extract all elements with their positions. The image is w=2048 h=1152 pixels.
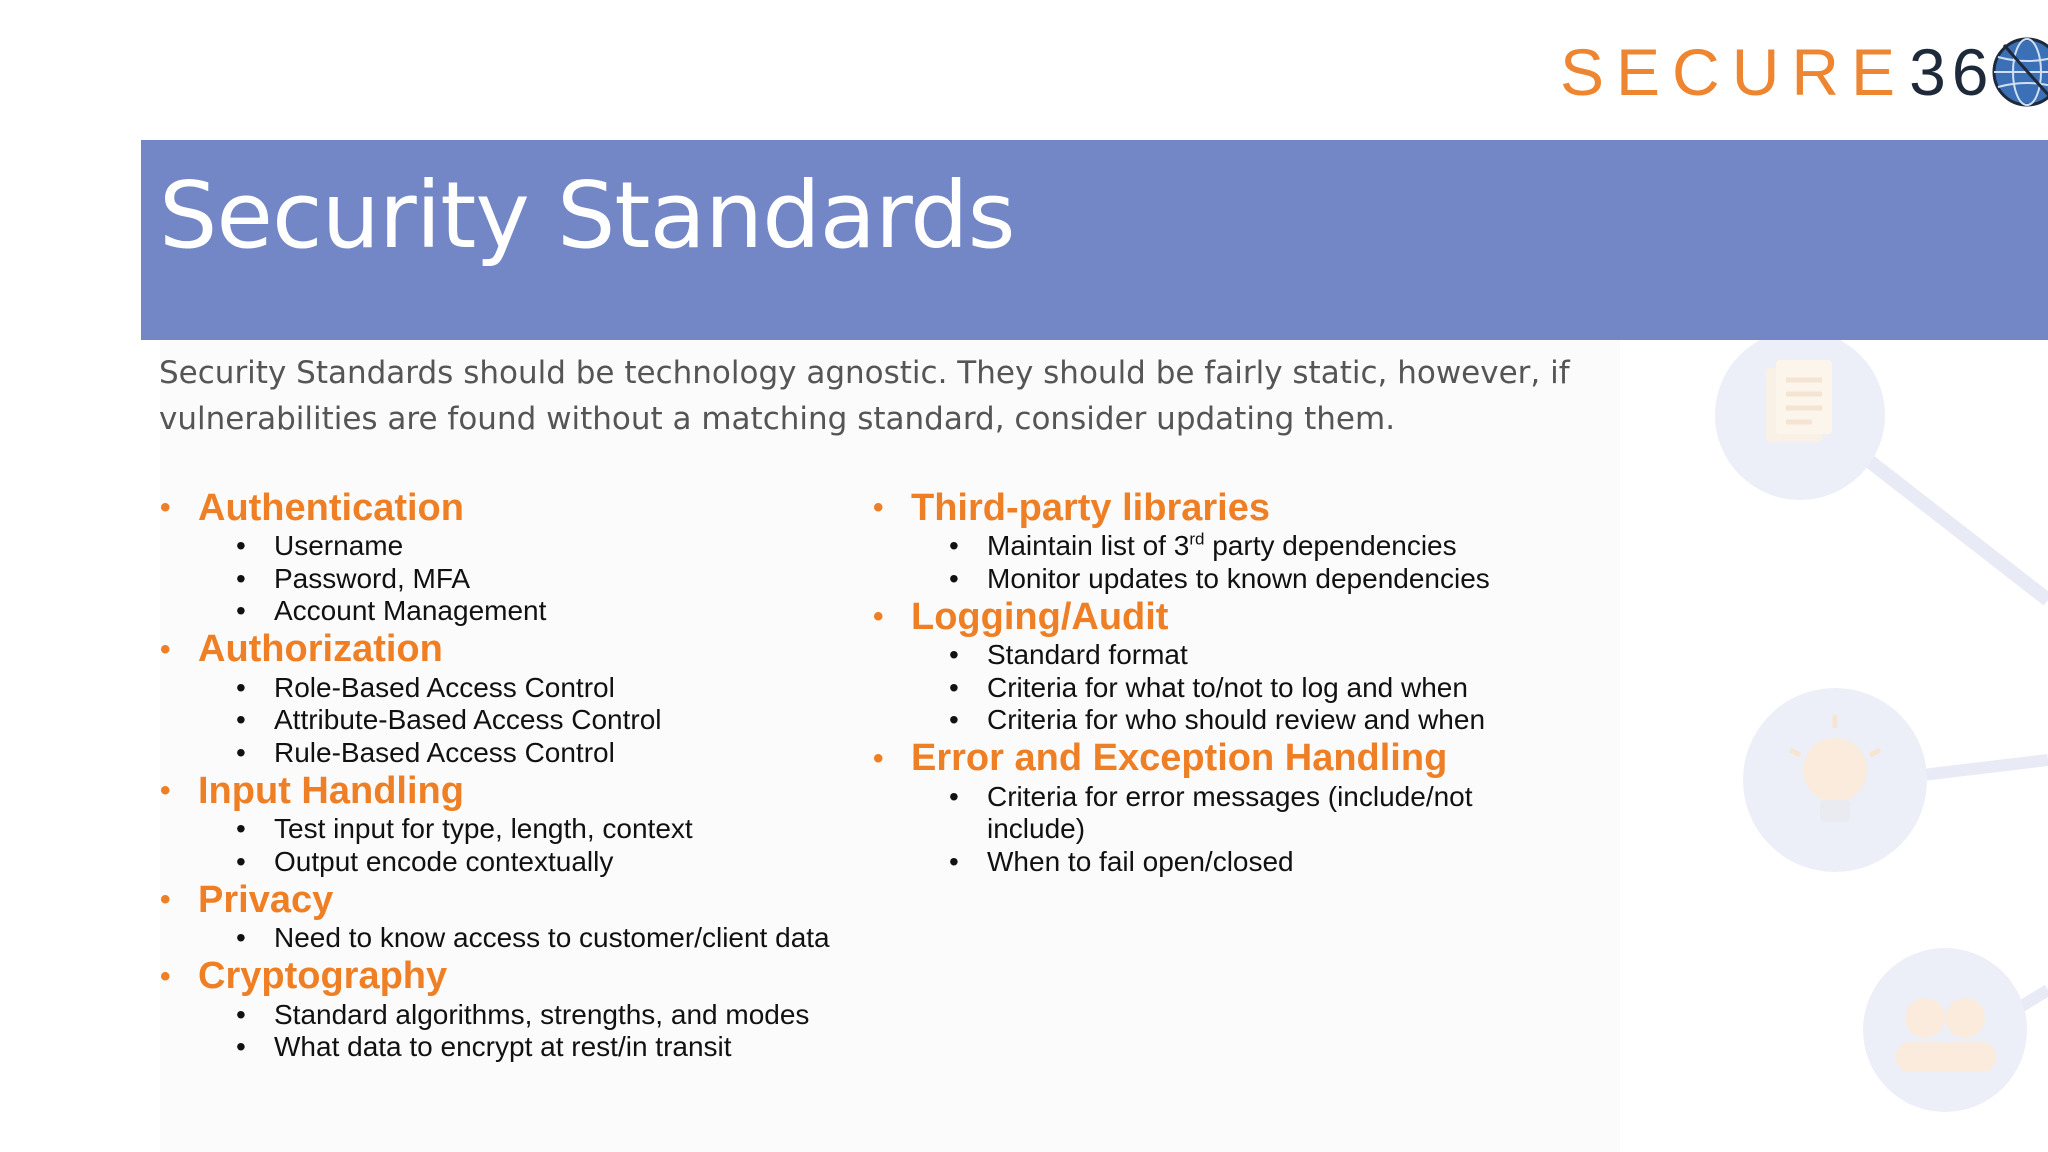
list-item: • Password, MFA bbox=[236, 562, 471, 594]
list-item: • Role-Based Access Control bbox=[236, 671, 615, 703]
section-heading: • Authentication bbox=[160, 486, 464, 529]
lightbulb-icon bbox=[1743, 688, 1927, 872]
list-item: • Rule-Based Access Control bbox=[236, 736, 615, 768]
sub-list bbox=[873, 530, 1573, 595]
list-item: • Test input for type, length, context bbox=[236, 813, 693, 844]
section-heading: • Error and Exception Handling bbox=[873, 737, 1448, 779]
right-column bbox=[873, 486, 1573, 878]
globe-icon bbox=[1990, 35, 2048, 109]
list-item: • Criteria for what to/not to log and when bbox=[949, 671, 1468, 703]
sub-list bbox=[160, 999, 880, 1064]
list-item: • Criteria for who should review and when bbox=[949, 704, 1486, 735]
section-heading: • Input Handling bbox=[160, 769, 464, 812]
section-heading: • Authorization bbox=[160, 628, 443, 670]
list-item: • Standard format bbox=[949, 639, 1188, 670]
left-column bbox=[160, 486, 880, 1064]
list-item: • Need to know access to customer/client data bbox=[236, 922, 830, 953]
list-item: • Standard algorithms, strengths, and modes bbox=[236, 998, 810, 1030]
list-item: • Monitor updates to known dependencies bbox=[949, 562, 1490, 594]
list-item: • Maintain list of 3rd party dependencies bbox=[949, 529, 1457, 561]
section-logging-audit bbox=[873, 595, 1573, 737]
decorative-graphics bbox=[1700, 330, 2048, 1152]
sub-list bbox=[160, 530, 880, 628]
logo-number: 36 bbox=[1909, 35, 1995, 109]
section-heading: • Privacy bbox=[160, 878, 334, 921]
document-icon bbox=[1715, 330, 1885, 500]
list-item: • When to fail open/closed bbox=[949, 845, 1294, 877]
section-cryptography bbox=[160, 955, 880, 1064]
list-item: • Attribute-Based Access Control bbox=[236, 704, 662, 735]
secure360-logo bbox=[1560, 32, 2048, 112]
list-item: • Username bbox=[236, 530, 404, 561]
section-heading: • Logging/Audit bbox=[873, 595, 1169, 638]
sub-list bbox=[873, 781, 1573, 879]
people-icon bbox=[1863, 948, 2027, 1112]
sub-list bbox=[160, 922, 880, 955]
list-item: • Criteria for error messages (include/not include) bbox=[949, 780, 1473, 844]
title-band bbox=[141, 140, 2048, 340]
section-heading: • Third-party libraries bbox=[873, 486, 1270, 529]
section-authorization bbox=[160, 628, 880, 770]
list-item: • Account Management bbox=[236, 595, 547, 626]
sub-list bbox=[160, 672, 880, 770]
page-title: Security Standards bbox=[159, 162, 1015, 269]
sub-list bbox=[160, 813, 880, 878]
sub-list bbox=[873, 639, 1573, 737]
section-input-handling bbox=[160, 769, 880, 878]
logo-text: SECURE bbox=[1560, 35, 1908, 109]
intro-text: Security Standards should be technology agnostic. They should be fairly static, however, if vulnerabilities are found without a matching standard, consider updating them. bbox=[159, 355, 1570, 437]
section-error-exception-handling bbox=[873, 737, 1573, 879]
section-third-party-libraries bbox=[873, 486, 1573, 595]
list-item: • Output encode contextually bbox=[236, 845, 614, 877]
section-heading: • Cryptography bbox=[160, 955, 448, 997]
section-authentication bbox=[160, 486, 880, 628]
list-item: • What data to encrypt at rest/in transit bbox=[236, 1031, 732, 1062]
section-privacy bbox=[160, 878, 880, 955]
